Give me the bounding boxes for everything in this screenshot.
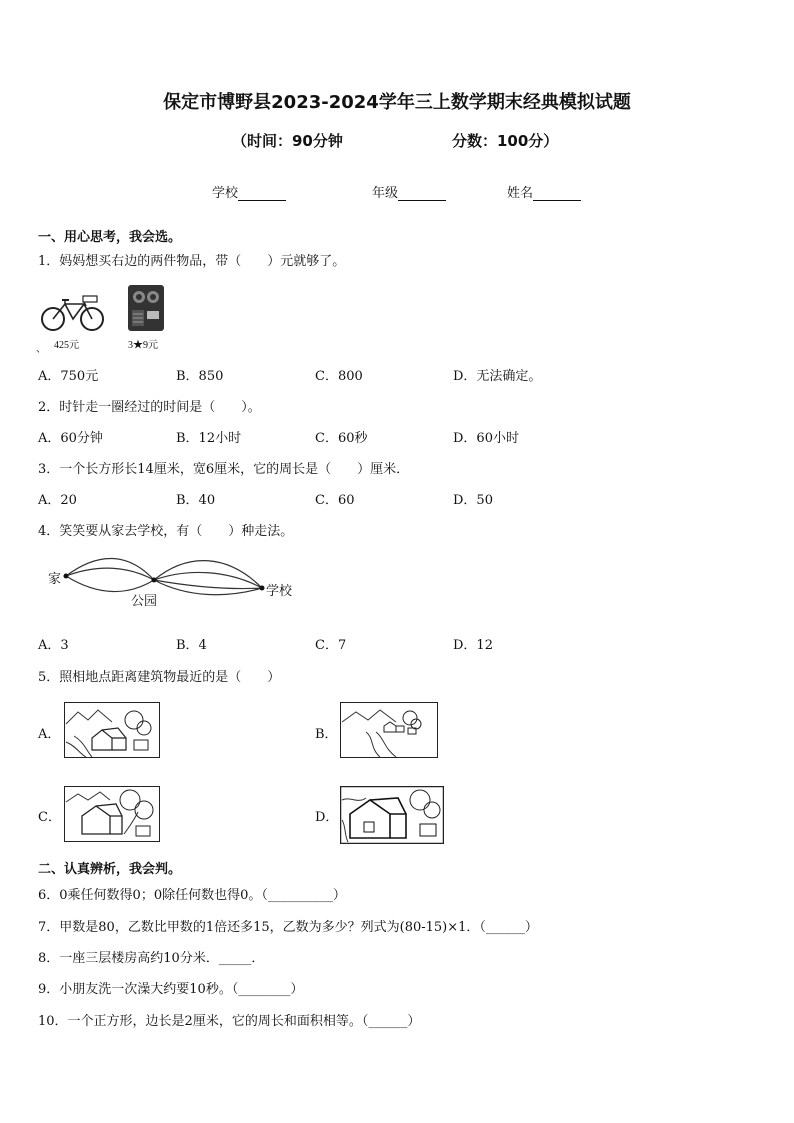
route-home-label: 家 [48, 572, 62, 587]
route-park-label: 公园 [131, 594, 158, 609]
school-blank[interactable] [238, 186, 286, 201]
q1-option-c[interactable]: C．800 [315, 369, 363, 384]
q4-option-c[interactable]: C．7 [315, 638, 347, 653]
judge-item-8[interactable]: 8．一座三层楼房高约10分米．_____． [38, 951, 265, 966]
grade-field[interactable] [372, 182, 446, 201]
q1-mark: 、 [36, 344, 46, 355]
q3-text: 3．一个长方形长14厘米，宽6厘米，它的周长是（ ）厘米． [38, 462, 410, 477]
q3-option-c[interactable]: C．60 [315, 493, 355, 508]
q4-option-a[interactable]: A．3 [38, 638, 69, 653]
radio-icon [127, 284, 165, 332]
name-label: 姓名 [507, 186, 534, 201]
q1-option-d[interactable]: D．无法确定。 [453, 369, 542, 384]
q5-text: 5．照相地点距离建筑物最近的是（ ） [38, 670, 281, 685]
q1-option-b[interactable]: B．850 [176, 369, 224, 384]
q2-option-d[interactable]: D．60小时 [453, 431, 519, 446]
q3-option-d[interactable]: D．50 [453, 493, 493, 508]
name-blank[interactable] [533, 186, 581, 201]
photo-b-image[interactable] [340, 702, 438, 758]
school-field[interactable] [212, 182, 286, 201]
photo-a-image[interactable] [64, 702, 160, 758]
q2-text: 2．时针走一圈经过的时间是（ ）。 [38, 400, 261, 415]
bicycle-icon [40, 292, 106, 332]
route-school-label: 学校 [266, 584, 293, 599]
judge-item-6[interactable]: 6．0乘任何数得0；0除任何数也得0。（__________） [38, 888, 346, 903]
q2-option-c[interactable]: C．60秒 [315, 431, 368, 446]
bike-price: 425元 [54, 340, 79, 351]
q3-option-b[interactable]: B．40 [176, 493, 216, 508]
judge-item-9[interactable]: 9．小朋友洗一次澡大约要10秒。（________） [38, 982, 304, 997]
q5-option-c[interactable]: C． [38, 810, 61, 825]
q2-option-b[interactable]: B．12小时 [176, 431, 242, 446]
grade-label: 年级 [372, 186, 399, 201]
route-diagram [48, 552, 268, 602]
photo-c-image[interactable] [64, 786, 160, 842]
section1-title: 一、用心思考，我会选。 [38, 230, 182, 245]
judge-item-7[interactable]: 7．甲数是80，乙数比甲数的1倍还多15，乙数为多少？列式为(80-15)×1．（______） [38, 920, 538, 935]
q5-option-a[interactable]: A． [38, 727, 61, 742]
name-field[interactable] [507, 182, 581, 201]
grade-blank[interactable] [398, 186, 446, 201]
judge-item-10[interactable]: 10．一个正方形，边长是2厘米，它的周长和面积相等。（______） [38, 1014, 421, 1029]
q4-text: 4．笑笑要从家去学校，有（ ）种走法。 [38, 524, 294, 539]
q4-option-d[interactable]: D．12 [453, 638, 493, 653]
q2-option-a[interactable]: A．60分钟 [38, 431, 103, 446]
exam-score: 分数：100分） [452, 132, 559, 150]
exam-time: （时间：90分钟 [232, 132, 343, 150]
q4-option-b[interactable]: B．4 [176, 638, 207, 653]
school-label: 学校 [212, 186, 239, 201]
page-title: 保定市博野县2023-2024学年三上数学期末经典模拟试题 [163, 92, 631, 113]
q1-text: 1．妈妈想买右边的两件物品，带（ ）元就够了。 [38, 254, 346, 269]
radio-price: 3★9元 [128, 340, 158, 351]
q3-option-a[interactable]: A．20 [38, 493, 77, 508]
q5-option-d[interactable]: D． [315, 810, 339, 825]
photo-d-image[interactable] [340, 786, 444, 844]
section2-title: 二、认真辨析，我会判。 [38, 862, 182, 877]
q5-option-b[interactable]: B． [315, 727, 338, 742]
q1-option-a[interactable]: A．750元 [38, 369, 99, 384]
